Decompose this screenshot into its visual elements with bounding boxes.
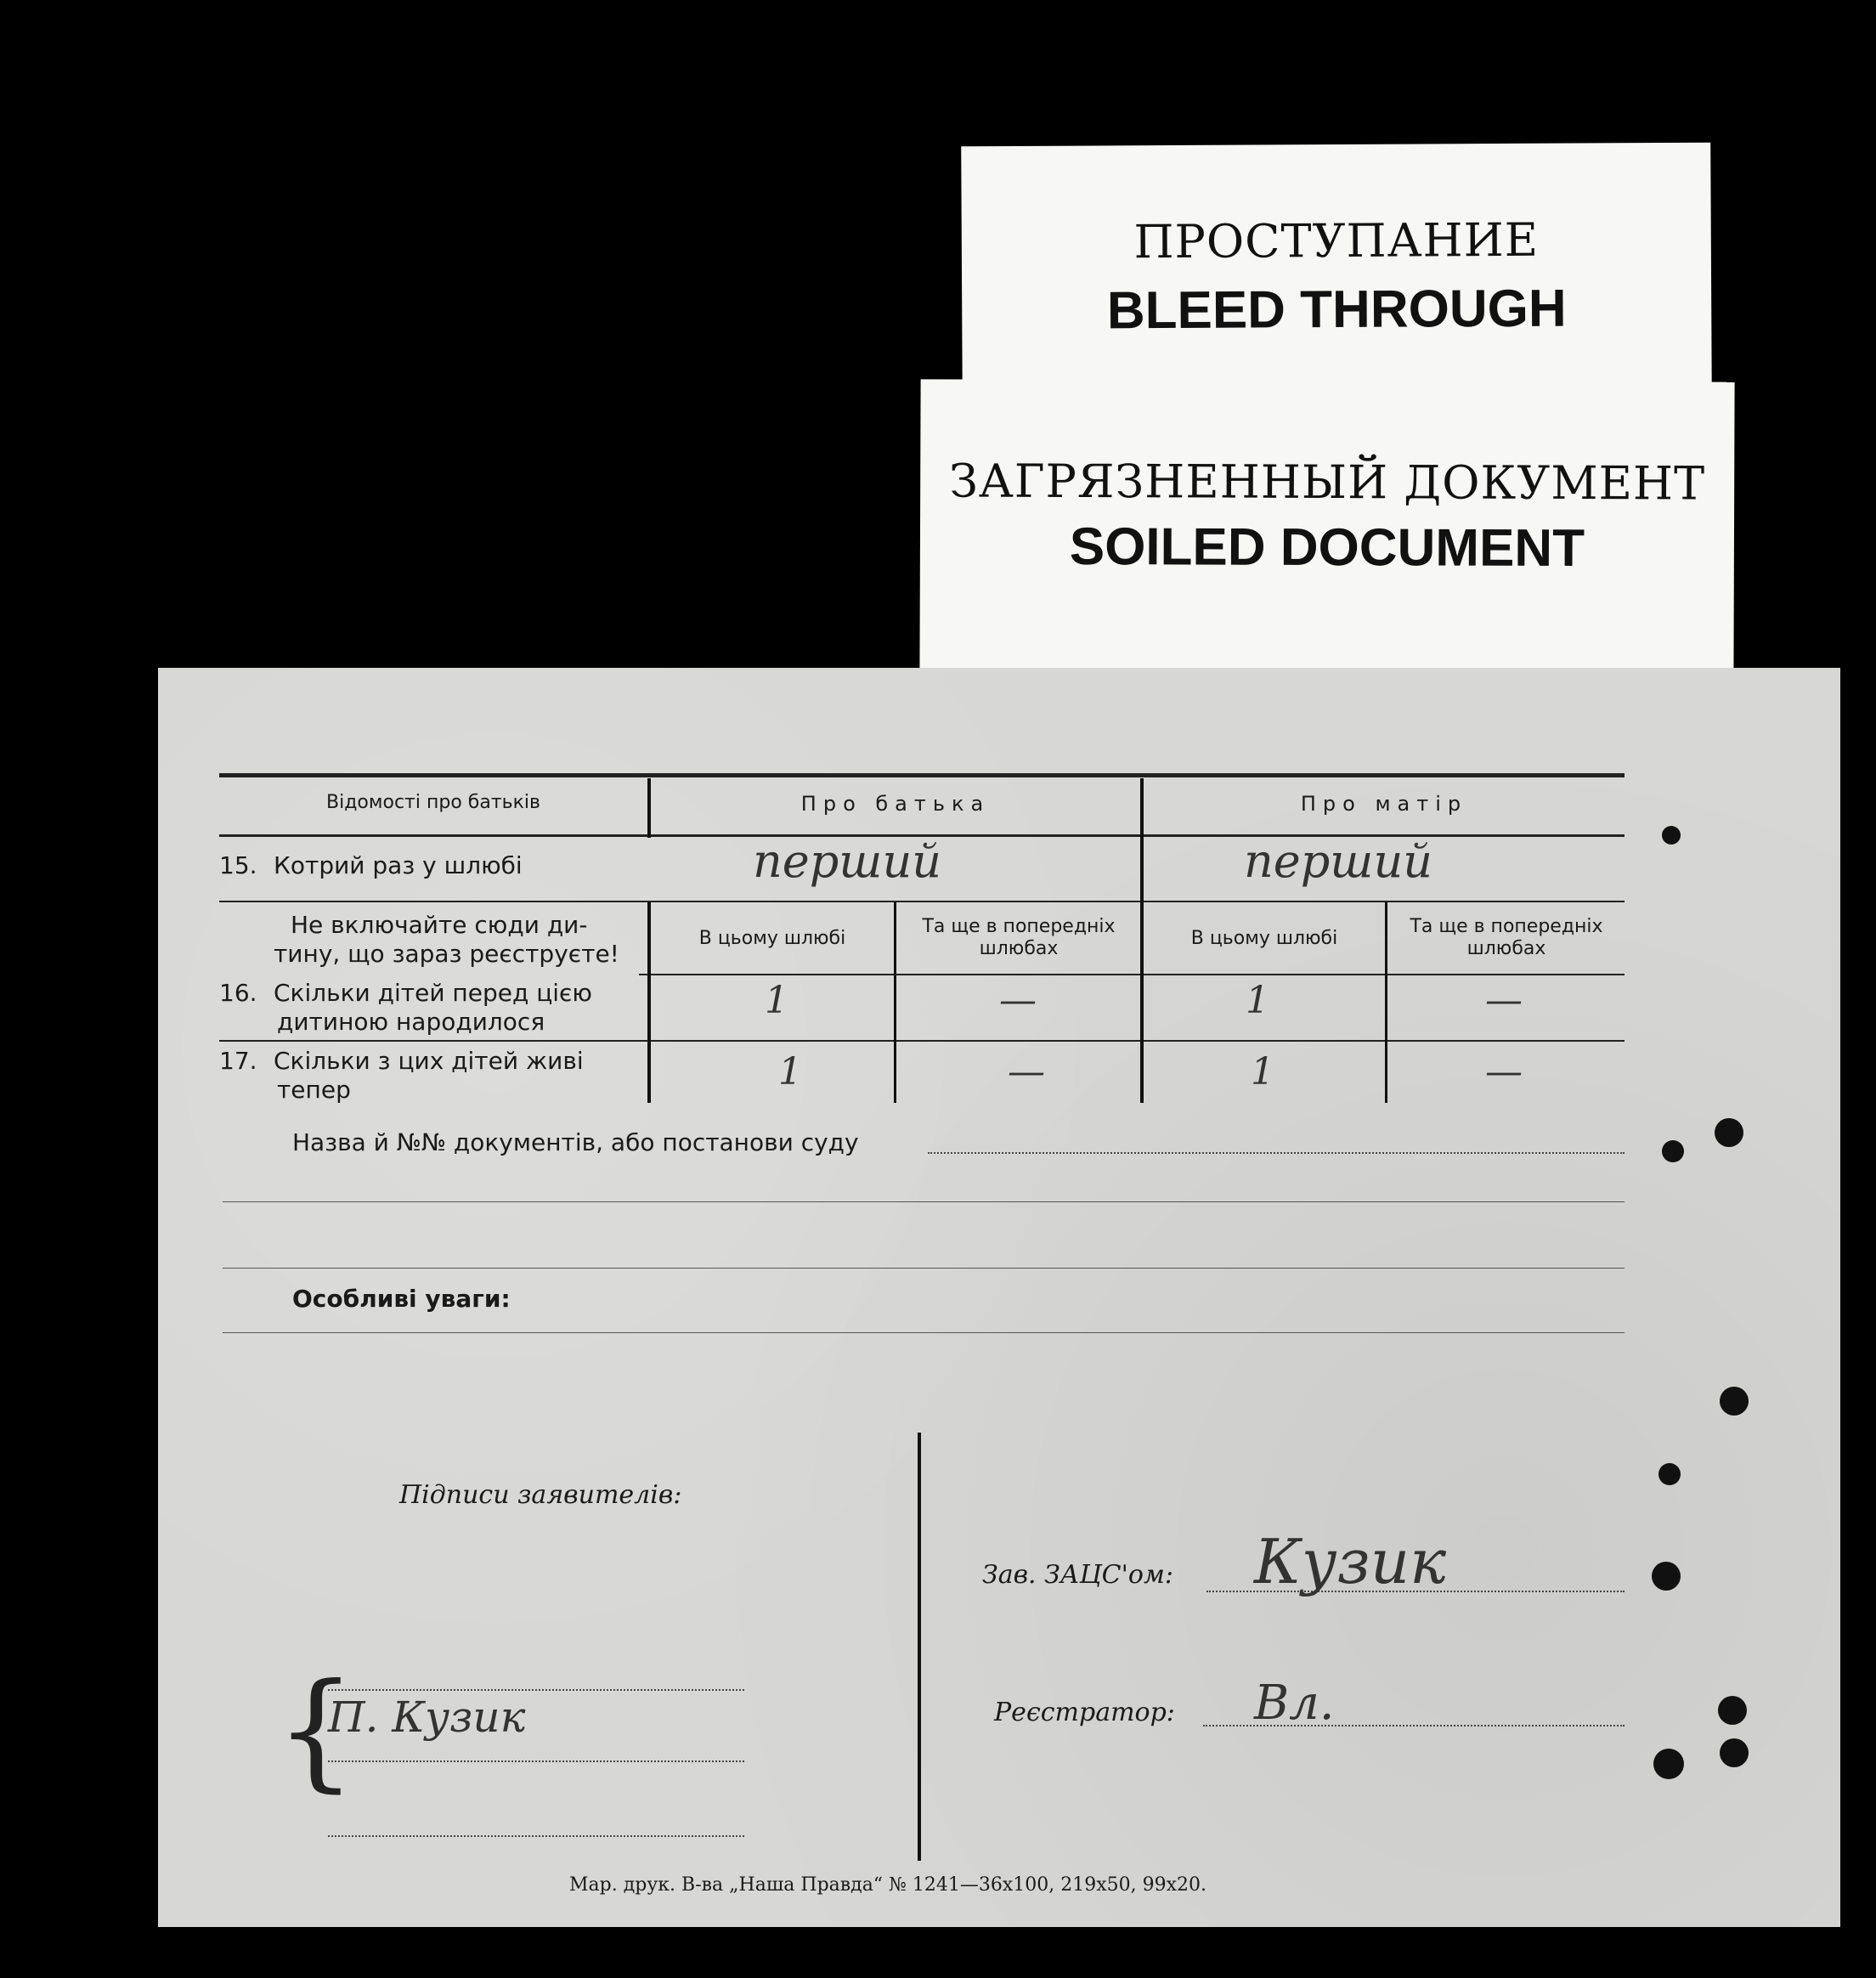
- documents-line-2: [223, 1201, 1625, 1202]
- punch-hole: [1720, 1738, 1749, 1767]
- bleed-through-label-ru: ПРОСТУПАНИЕ: [1133, 212, 1540, 269]
- applicant-line-1: [328, 1689, 744, 1691]
- mother-prev-marriage-header-1: Та ще в попередніх: [1410, 916, 1603, 937]
- table-rule-sub: [639, 974, 1625, 975]
- row15-label: Котрий раз у шлюбі: [274, 851, 523, 879]
- bleed-through-label-en: BLEED THROUGH: [1106, 279, 1567, 341]
- punch-hole: [1652, 1562, 1681, 1591]
- applicant-signature: П. Кузик: [328, 1693, 526, 1742]
- row17-label-2: тепер: [277, 1076, 351, 1104]
- soiled-document-label-en: SOILED DOCUMENT: [1069, 517, 1585, 579]
- registrar-label: Реєстратор:: [994, 1698, 1175, 1727]
- row16-father-this-value: 1: [765, 979, 788, 1022]
- punch-hole: [1662, 826, 1681, 845]
- documents-line-3: [223, 1268, 1625, 1269]
- printer-imprint: Мар. друк. В-ва „Наша Правда“ № 1241—36х100, 219х50, 99х20.: [569, 1874, 1206, 1896]
- father-this-marriage-header: В цьому шлюбі: [698, 928, 846, 949]
- note-line-2: тину, що зараз реєструєте!: [274, 940, 619, 968]
- punch-hole: [1653, 1749, 1684, 1779]
- father-prev-marriage-header-1: Та ще в попередніх: [922, 916, 1116, 937]
- registry-head-signature: Кузик: [1254, 1526, 1447, 1597]
- header-parents: Відомості про батьків: [326, 792, 540, 813]
- row15-father-handwriting: перший: [753, 834, 942, 888]
- row16-mother-this-value: 1: [1246, 979, 1269, 1022]
- soiled-document-label-card: [919, 379, 1734, 681]
- row16-number: 16.: [219, 979, 257, 1007]
- punch-hole: [1718, 1696, 1747, 1725]
- mother-this-marriage-header: В цьому шлюбі: [1190, 928, 1338, 949]
- note-line-1: Не включайте сюди ди-: [291, 911, 588, 939]
- signature-divider: [918, 1433, 921, 1861]
- row17-label-1: Скільки з цих дітей живі: [274, 1047, 584, 1075]
- row16-mother-prev-value: —: [1485, 979, 1523, 1022]
- table-col-divider-mother-sub: [1385, 902, 1387, 1103]
- mother-prev-marriage-header-2: шлюбах: [1466, 938, 1546, 959]
- applicant-line-3: [328, 1835, 744, 1837]
- bleed-through-label-card: [961, 143, 1712, 402]
- soiled-document-label-ru: ЗАГРЯЗНЕННЫЙ ДОКУМЕНТ: [949, 454, 1706, 511]
- applicant-line-2: [328, 1760, 744, 1762]
- table-rule-16: [219, 1040, 1625, 1042]
- row15-mother-handwriting: перший: [1244, 834, 1433, 888]
- registry-head-label: Зав. ЗАЦС'ом:: [982, 1560, 1173, 1590]
- table-col-divider-father-sub: [894, 902, 896, 1103]
- punch-hole: [1662, 1140, 1684, 1162]
- documents-dotted-line: [928, 1152, 1625, 1154]
- header-mother: Про матір: [1300, 792, 1468, 816]
- punch-hole: [1715, 1118, 1743, 1147]
- row16-label-2: дитиною народилося: [277, 1008, 545, 1036]
- row17-number: 17.: [219, 1047, 257, 1075]
- row17-father-prev-value: —: [1008, 1050, 1045, 1094]
- row17-mother-this-value: 1: [1251, 1050, 1274, 1094]
- row16-label-1: Скільки дітей перед цією: [274, 979, 592, 1007]
- punch-hole: [1658, 1463, 1681, 1485]
- row16-father-prev-value: —: [999, 979, 1037, 1022]
- row17-mother-prev-value: —: [1485, 1050, 1523, 1094]
- header-father: Про батька: [800, 792, 991, 816]
- documents-label: Назва й №№ документів, або постанови суду: [292, 1128, 859, 1156]
- registrar-signature: Вл.: [1254, 1676, 1335, 1731]
- table-rule-15: [219, 901, 1625, 902]
- father-prev-marriage-header-2: шлюбах: [979, 938, 1059, 959]
- punch-hole: [1720, 1387, 1749, 1416]
- row15-number: 15.: [219, 851, 257, 879]
- table-top-rule: [219, 773, 1625, 777]
- row17-father-this-value: 1: [778, 1050, 802, 1094]
- remarks-label: Особливі уваги:: [292, 1285, 511, 1313]
- applicants-signatures-label: Підписи заявителів:: [399, 1480, 682, 1510]
- applicants-brace: {: [275, 1657, 357, 1805]
- remarks-line: [223, 1332, 1625, 1333]
- registration-form-sheet: [158, 668, 1840, 1927]
